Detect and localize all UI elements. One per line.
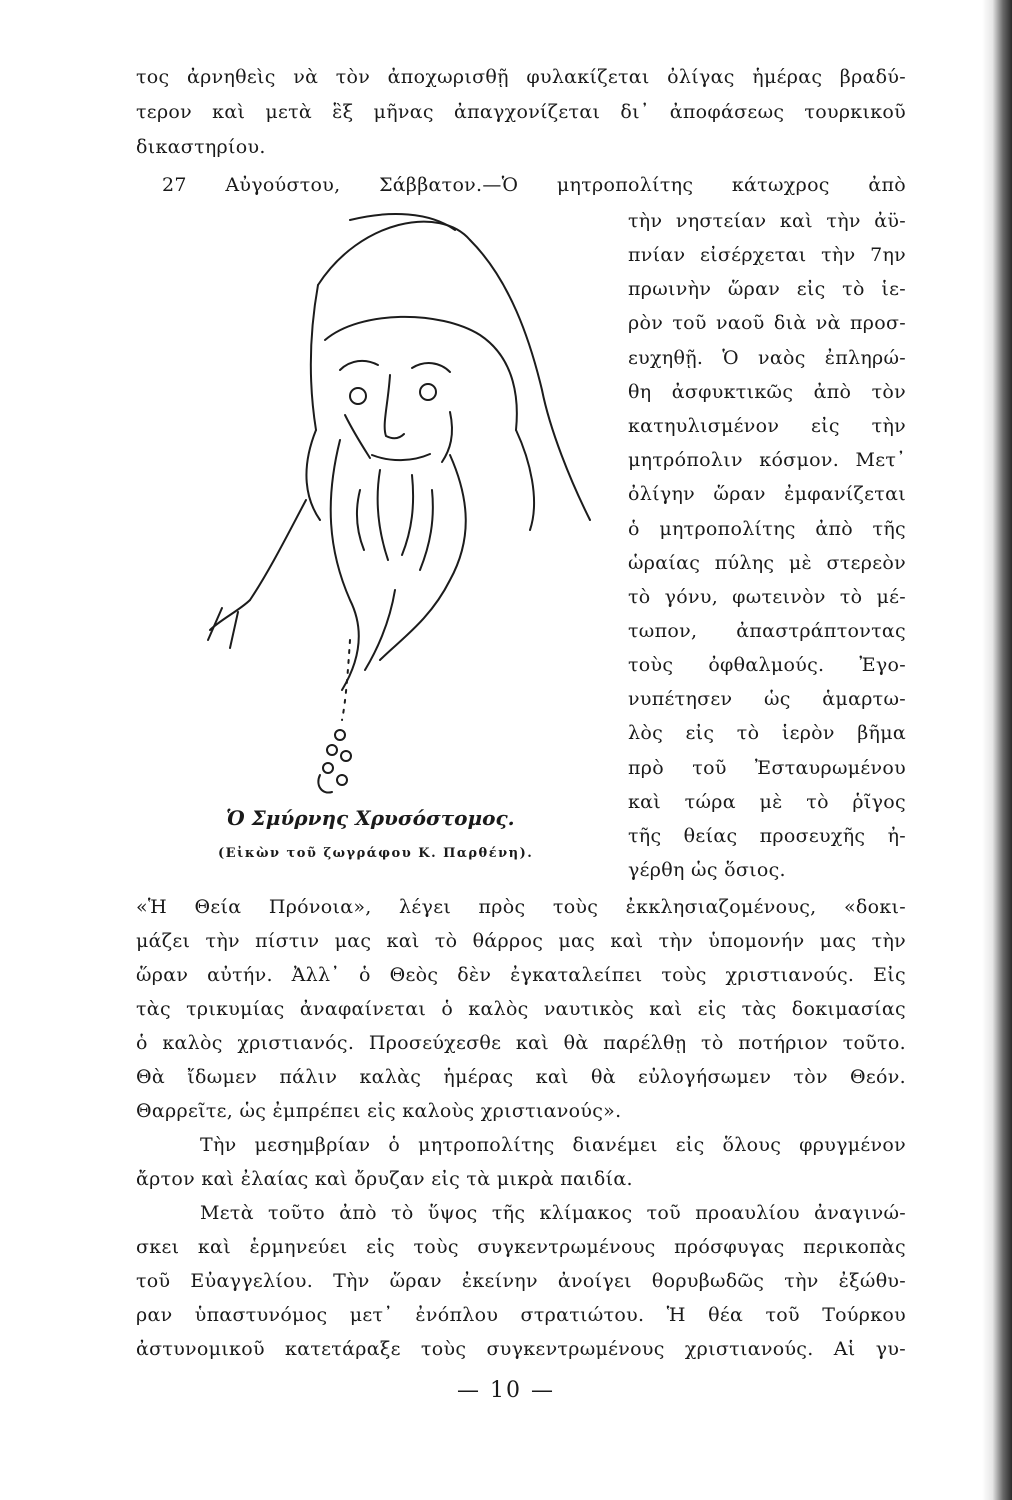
chain-bead [327,745,337,755]
beard-strand [357,490,364,550]
side-text-line: ὡραίας πύλης μὲ στερεὸν [628,552,906,574]
side-text-line: τοὺς ὀφθαλμούς. Ἐγο- [628,654,906,676]
sleeve-fold [210,600,250,630]
scan-edge-shadow [982,0,1012,1500]
side-text-line: νυπέτησεν ὡς ἁμαρτω- [628,688,906,710]
veil-crown-line [350,214,455,230]
beard-strand [420,490,433,570]
nose [385,375,404,438]
text-line: σκει καὶ ἑρμηνεύει εἰς τοὺς συγκεντρωμένους πρόσφυγας περικοπὰς [136,1236,906,1258]
beard-strand [378,470,388,560]
side-text-line: ευχηθῇ. Ὁ ναὸς ἐπληρώ- [628,347,906,369]
side-text-line: ὀλίγην ὥραν ἐμφανίζεται [628,483,906,505]
side-text-line: θη ἀσφυκτικῶς ἀπὸ τὸν [628,381,906,403]
side-text-line: ὁ μητροπολίτης ἀπὸ τῆς [628,518,906,540]
mouth-line [372,454,430,460]
right-eye [420,384,436,400]
text-line: δικαστηρίου. [136,136,266,158]
text-line: «Ἡ Θεία Πρόνοια», λέγει πρὸς τοὺς ἐκκλησιαζομένους, «δοκι- [136,896,906,918]
right-brow [412,363,450,372]
veil-top-outline [318,222,470,285]
shoulder-right [516,430,534,530]
chain-bead [335,730,345,740]
side-text-line: γέρθη ὡς ὅσιος. [628,859,786,881]
left-eye [350,388,366,404]
sleeve-fold [208,608,222,640]
side-text-line: μητρόπολιν κόσμον. Μετ᾽ [628,449,906,471]
side-text-line: ρὸν τοῦ ναοῦ διὰ νὰ προσ- [628,312,906,334]
portrait-sketch [150,200,620,810]
beard-strand [365,590,395,670]
side-text-line: λὸς εἰς τὸ ἱερὸν βῆμα [628,722,906,744]
text-line: ὁ καλὸς χριστιανός. Προσεύχεσθε καὶ θὰ παρέλθῃ τὸ ποτήριον τοῦτο. [136,1032,906,1054]
hood-left-fold [306,430,320,520]
text-line: ἀστυνομικοῦ κατετάραξε τοὺς συγκεντρωμένους χριστιανούς. Αἱ γυ- [136,1338,906,1360]
chain-bead [341,751,351,761]
left-brow [340,361,378,370]
chain-bead [323,763,333,773]
text-line: τερον καὶ μετὰ ἓξ μῆνας ἀπαγχονίζεται δι᾽ ἀποφάσεως τουρκικοῦ [136,101,906,123]
text-line: Θὰ ἴδωμεν πάλιν καλὰς ἡμέρας καὶ θὰ εὐλογήσωμεν τὸν Θεόν. [136,1066,906,1088]
hood-inner-edge [325,317,517,430]
portrait-caption-title: Ὁ Σμύρνης Χρυσόστομος. [226,806,515,830]
sleeve-fold [230,612,238,648]
beard-strand [402,475,413,555]
text-line: τος ἀρνηθεὶς νὰ τὸν ἀποχωρισθῇ φυλακίζεται ὀλίγας ἡμέρας βραδύ- [136,66,906,88]
text-line: Θαρρεῖτε, ὡς ἐμπρέπει εἰς καλοὺς χριστιανούς». [136,1100,622,1122]
side-text-line: τὴν νηστείαν καὶ τὴν ἀϋ- [628,210,906,232]
text-line: Τὴν μεσημβρίαν ὁ μητροπολίτης διανέμει εἰς ὅλους φρυγμένον [200,1134,906,1156]
shoulder-left [250,500,306,600]
page-number: — 10 — [457,1378,555,1403]
text-line: τὰς τρικυμίας ἀναφαίνεται ὁ καλὸς ναυτικὸς καὶ εἰς τὰς δοκιμασίας [136,998,906,1020]
side-text-line: πρωινὴν ὥραν εἰς τὸ ἱε- [628,278,906,300]
side-text-line: τὸ γόνυ, φωτεινὸν τὸ μέ- [628,586,906,608]
portrait-caption-credit: (Εἰκὼν τοῦ ζωγράφου Κ. Παρθένη). [218,846,534,861]
beard-left [331,440,359,690]
side-text-line: καὶ τώρα μὲ τὸ ῥῖγος [628,791,906,813]
veil-right-outline [470,240,590,520]
side-text-line: πνίαν εἰσέρχεται τὴν 7ην [628,244,906,266]
chain-bead [337,775,347,785]
side-text-line: τωπον, ἀπαστράπτοντας [628,620,906,642]
date-heading-line: 27 Αὐγούστου, Σάββατον.—Ὁ μητροπολίτης κάτωχρος ἀπὸ [162,174,906,196]
veil-left-outline [311,285,318,430]
chain-line [342,640,350,720]
side-text-line: τῆς θείας προσευχῆς ἠ- [628,825,906,847]
text-line: ραν ὑπαστυνόμος μετ᾽ ἐνόπλου στρατιώτου. Ἡ θέα τοῦ Τούρκου [136,1304,906,1326]
text-line: τοῦ Εὐαγγελίου. Τὴν ὥραν ἐκείνην ἀνοίγει θορυβωδῶς τὴν ἐξώθυ- [136,1270,906,1292]
side-text-line: πρὸ τοῦ Ἐσταυρωμένου [628,757,906,779]
text-line: Μετὰ τοῦτο ἀπὸ τὸ ὕψος τῆς κλίμακος τοῦ προαυλίου ἀναγινώ- [200,1202,906,1224]
beard-right [380,455,466,660]
text-line: μάζει τὴν πίστιν μας καὶ τὸ θάρρος μας καὶ τὴν ὑπομονήν μας τὴν [136,930,906,952]
left-cheek [345,415,370,458]
text-line: ἄρτον καὶ ἐλαίας καὶ ὄρυζαν εἰς τὰ μικρὰ παιδία. [136,1168,633,1190]
text-line: ὥραν αὐτήν. Ἀλλ᾽ ὁ Θεὸς δὲν ἐγκαταλείπει τοὺς χριστιανούς. Εἰς [136,964,906,986]
side-text-line: κατηυλισμένον εἰς τὴν [628,415,906,437]
chain-end [318,775,332,793]
